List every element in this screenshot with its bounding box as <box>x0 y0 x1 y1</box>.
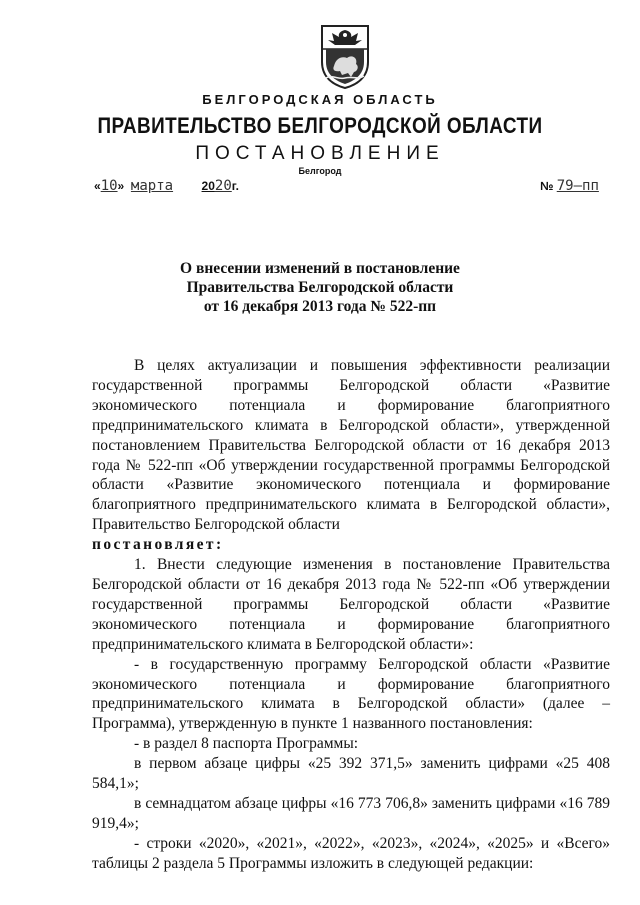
region-heading: БЕЛГОРОДСКАЯ ОБЛАСТЬ <box>202 92 438 107</box>
paragraph-section-8: - в раздел 8 паспорта Программы: <box>134 735 359 753</box>
decree-number <box>540 178 599 194</box>
date-day: 10 <box>100 178 118 194</box>
decree-body <box>92 356 610 874</box>
paragraph-item-1: 1. Внести следующие изменения в постановление Правительства Белгородской области от 16 декабря 2013 года № 522-пп «Об утверждении государственной программы Белгородской области «Развитие экономического потенциала и формирование благоприятного предпринимательского климата в Белгородской области»: <box>92 556 610 653</box>
paragraph-first-abzats: в первом абзаце цифры «25 392 371,5» заменить цифрами «25 408 584,1»; <box>92 755 610 793</box>
paragraph-table-rows: - строки «2020», «2021», «2022», «2023», «2024», «2025» и «Всего» таблицы 2 раздела 5 Программы изложить в следующей редакции: <box>92 834 610 872</box>
title-line-2: Правительства Белгородской области <box>186 279 454 296</box>
date-year-suffix: 20 <box>214 178 232 194</box>
resolves-word: постановляет: <box>92 536 224 554</box>
date-close-quote: » <box>117 179 125 193</box>
date-year-unit: г. <box>231 179 239 193</box>
paragraph-preamble: В целях актуализации и повышения эффективности реализации государственной программы Белгородской области «Развитие экономического потенциала и формирование благоприятного предпринимательского климата в Белгородской области», утвержденной постановлением Правительства Белгородской области от 16 декабря 2013 года № 522-пп «Об утверждении государственной программы Белгородской области «Развитие экономического потенциала и формирование благоприятного предпринимательского климата в Белгородской области», Правительство Белгородской области <box>92 357 610 534</box>
resolves-line <box>92 535 610 555</box>
city-label: Белгород <box>298 166 342 176</box>
number-value: 79–пп <box>556 178 599 194</box>
government-heading: ПРАВИТЕЛЬСТВО БЕЛГОРОДСКОЙ ОБЛАСТИ <box>97 113 543 138</box>
number-label: № <box>540 179 554 193</box>
title-line-3: от 16 декабря 2013 года № 522-пп <box>203 298 437 315</box>
paragraph-seventeenth-abzats: в семнадцатом абзаце цифры «16 773 706,8» заменить цифрами «16 789 919,4»; <box>92 794 610 832</box>
date-month: марта <box>130 178 174 194</box>
decree-title <box>0 259 640 316</box>
paragraph-program-changes: - в государственную программу Белгородской области «Развитие экономического потенциала и формирование благоприятного предпринимательского климата в Белгородской области» (далее – Программа), утвержденную в пункте 1 названного постановления: <box>92 655 610 733</box>
coat-of-arms-icon <box>318 22 372 90</box>
document-type: ПОСТАНОВЛЕНИЕ <box>195 143 445 164</box>
title-line-1: О внесении изменений в постановление <box>180 260 460 277</box>
date-open-quote: « <box>94 179 101 193</box>
date-year-prefix: 20 <box>201 179 215 193</box>
decree-date <box>94 178 239 194</box>
